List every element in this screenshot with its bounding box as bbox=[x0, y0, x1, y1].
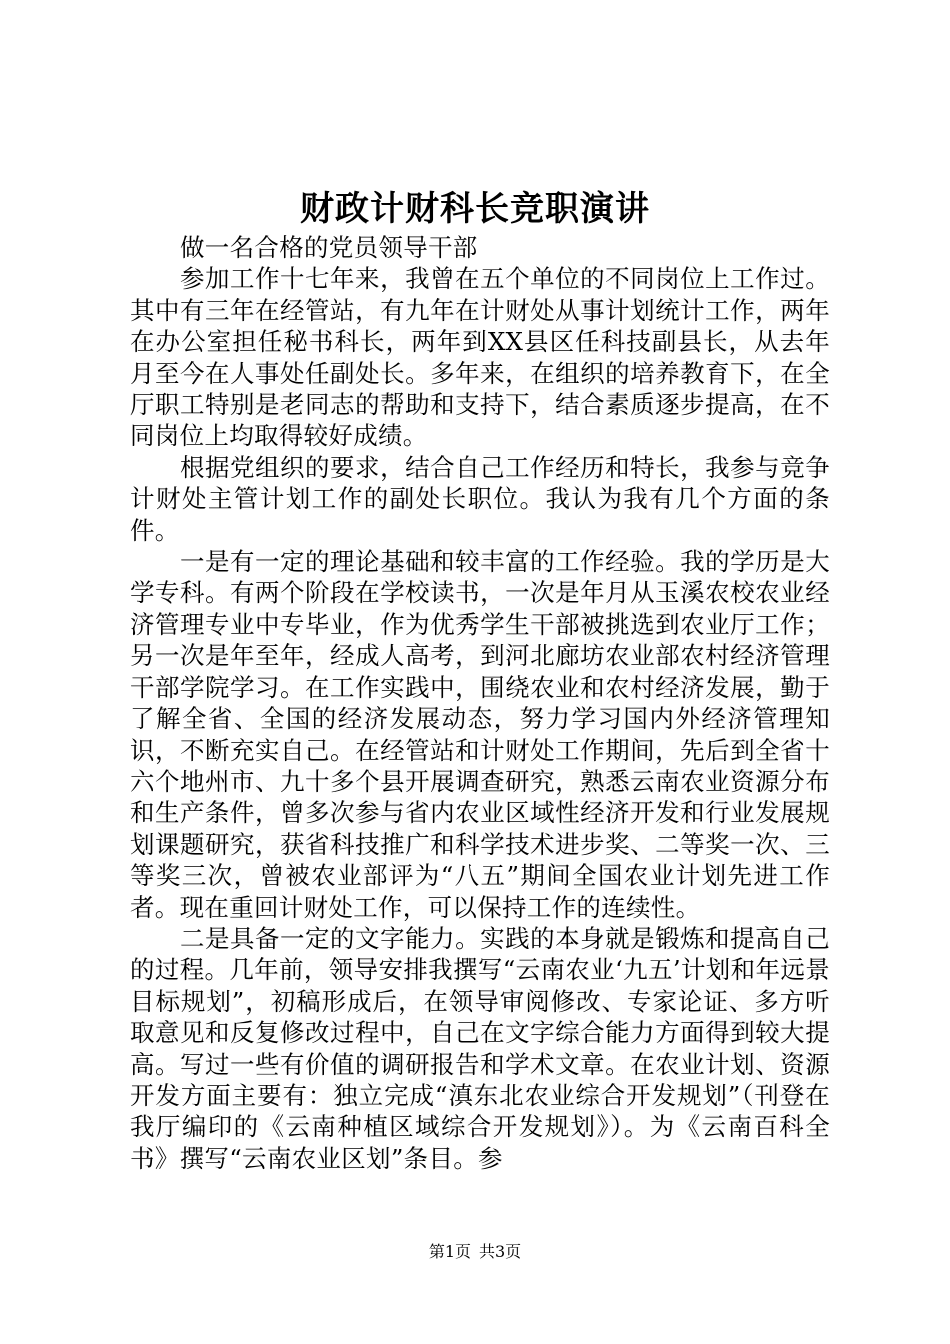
paragraph-experience: 一是有一定的理论基础和较丰富的工作经验。我的学历是大学专科。有两个阶段在学校读书，一次是年月从玉溪农校农业经济管理专业中专毕业，作为优秀学生干部被挑选到农业厅工作；另一次是年至年，经成人高考，到河北廊坊农业部农村经济管理干部学院学习。在工作实践中，围绕农业和农村经济发展，勤于了解全省、全国的经济发展动态，努力学习国内外经济管理知识，不断充实自己。在经管站和计财处工作期间，先后到全省十六个地州市、九十多个县开展调查研究，熟悉云南农业资源分布和生产条件，曾多次参与省内农业区域性经济开发和行业发展规划课题研究，获省科技推广和科学技术进步奖、二等奖一次、三等奖三次，曾被农业部评为“八五”期间全国农业计划先进工作者。现在重回计财处工作，可以保持工作的连续性。 bbox=[130, 547, 830, 922]
page-footer bbox=[0, 1240, 950, 1264]
paragraph-position-intent: 根据党组织的要求，结合自己工作经历和特长，我参与竞争计财处主管计划工作的副处长职位。我认为我有几个方面的条件。 bbox=[130, 452, 830, 545]
document-title: 财政计财科长竞职演讲 bbox=[300, 189, 650, 229]
paragraph-subtitle: 做一名合格的党员领导干部 bbox=[180, 233, 478, 262]
paragraph-writing-ability: 二是具备一定的文字能力。实践的本身就是锻炼和提高自己的过程。几年前，领导安排我撰写“云南农业‘九五’计划和年远景目标规划”，初稿形成后，在领导审阅修改、专家论证、多方听取意见和反复修改过程中，自己在文字综合能力方面得到较大提高。写过一些有价值的调研报告和学术文章。在农业计划、资源开发方面主要有：独立完成“滇东北农业综合开发规划”（刊登在我厅编印的《云南种植区域综合开发规划》）。为《云南百科全书》撰写“云南农业区划”条目。参 bbox=[130, 923, 830, 1173]
document-body bbox=[130, 232, 830, 1174]
page-total: 共3页 bbox=[479, 1242, 522, 1261]
page-number: 第1页 bbox=[428, 1242, 471, 1261]
paragraph-work-history: 参加工作十七年来，我曾在五个单位的不同岗位上工作过。其中有三年在经管站，有九年在计财处从事计划统计工作，两年在办公室担任秘书科长，两年到XX县区任科技副县长，从去年月至今在人事处任副处长。多年来，在组织的培养教育下，在全厅职工特别是老同志的帮助和支持下，结合素质逐步提高，在不同岗位上均取得较好成绩。 bbox=[130, 264, 830, 451]
